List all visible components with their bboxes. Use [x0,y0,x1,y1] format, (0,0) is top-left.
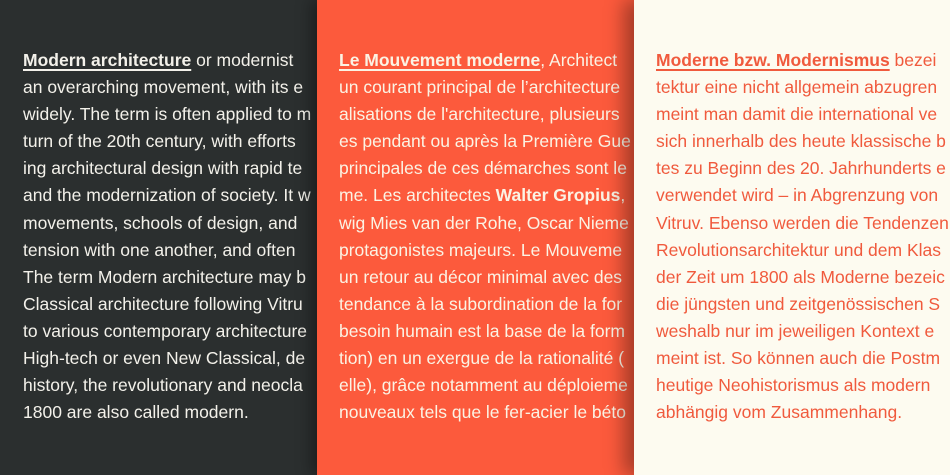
text-fragment: or modernist [191,50,294,70]
text-fragment: me. Les architectes [339,185,496,206]
text-line: tendance à la subordination de la for [339,293,623,314]
text-line: tension with one another, and often [23,239,296,260]
text-line: elle), grâce notamment au déploieme [339,375,628,396]
text-line: alisations de l'architecture, plusieurs [339,104,620,125]
text-line: and the modernization of society. It w [23,185,311,206]
text-line: un courant principal de l’architecture [339,77,621,98]
text-line: ing architectural design with rapid te [23,158,303,179]
text-line: nouveaux tels que le fer-acier le béto [339,402,626,423]
text-line: an overarching movement, with its e [23,77,304,98]
text-line: history, the revolutionary and neocla [23,375,303,396]
text-line [656,47,950,74]
text-line: der Zeit um 1800 als Moderne bezeic [656,266,945,287]
text-line: Vitruv. Ebenso werden die Tendenzen [656,212,949,233]
text-line: protagonistes majeurs. Le Mouveme [339,239,623,260]
french-title: Le Mouvement moderne [339,50,541,70]
text-line: meint ist. So können auch die Postm [656,348,941,369]
text-fragment: bezei [889,50,937,70]
text-line: die jüngsten und zeitgenössischen S [656,293,941,314]
text-line: movements, schools of design, and [23,212,298,233]
text-line: es pendant ou après la Première Gue [339,131,631,152]
english-text-panel [0,0,317,475]
german-title: Moderne bzw. Modernismus [656,50,890,70]
text-line: besoin humain est la base de la form [339,320,625,341]
text-line: weshalb nur im jeweiligen Kontext e [656,320,935,341]
text-line: tektur eine nicht allgemein abzugren [656,77,938,98]
text-line [339,182,634,209]
bold-name: Walter Gropius [495,185,621,206]
text-fragment: , Architect [540,50,618,70]
text-line: The term Modern architecture may b [23,266,307,287]
text-line: abhängig vom Zusammenhang. [656,402,903,423]
text-line: verwendet wird – in Abgrenzung von [656,185,939,206]
text-line: turn of the 20th century, with efforts [23,131,296,152]
text-line: 1800 are also called modern. [23,402,249,423]
text-line: meint man damit die international ve [656,104,938,125]
text-line: widely. The term is often applied to m [23,104,312,125]
text-line: wig Mies van der Rohe, Oscar Nieme [339,212,629,233]
text-line: Revolutionsarchitektur und dem Klas [656,239,942,260]
text-line [23,47,317,74]
text-line: High-tech or even New Classical, de [23,348,306,369]
german-text-panel [634,0,950,475]
text-line [339,47,634,74]
text-line: tion) en un exergue de la rationalité ( [339,348,625,369]
english-title: Modern architecture [23,50,192,70]
text-line: Classical architecture following Vitru [23,293,303,314]
text-line: un retour au décor minimal avec des [339,266,623,287]
text-line: principales de ces démarches sont le [339,158,627,179]
french-text-panel [317,0,634,475]
text-line: to various contemporary architecture [23,320,308,341]
text-line: sich innerhalb des heute klassische b [656,131,946,152]
text-line: tes zu Beginn des 20. Jahrhunderts e [656,158,946,179]
text-fragment: , [620,185,626,206]
text-line: heutige Neohistorismus als modern [656,375,931,396]
